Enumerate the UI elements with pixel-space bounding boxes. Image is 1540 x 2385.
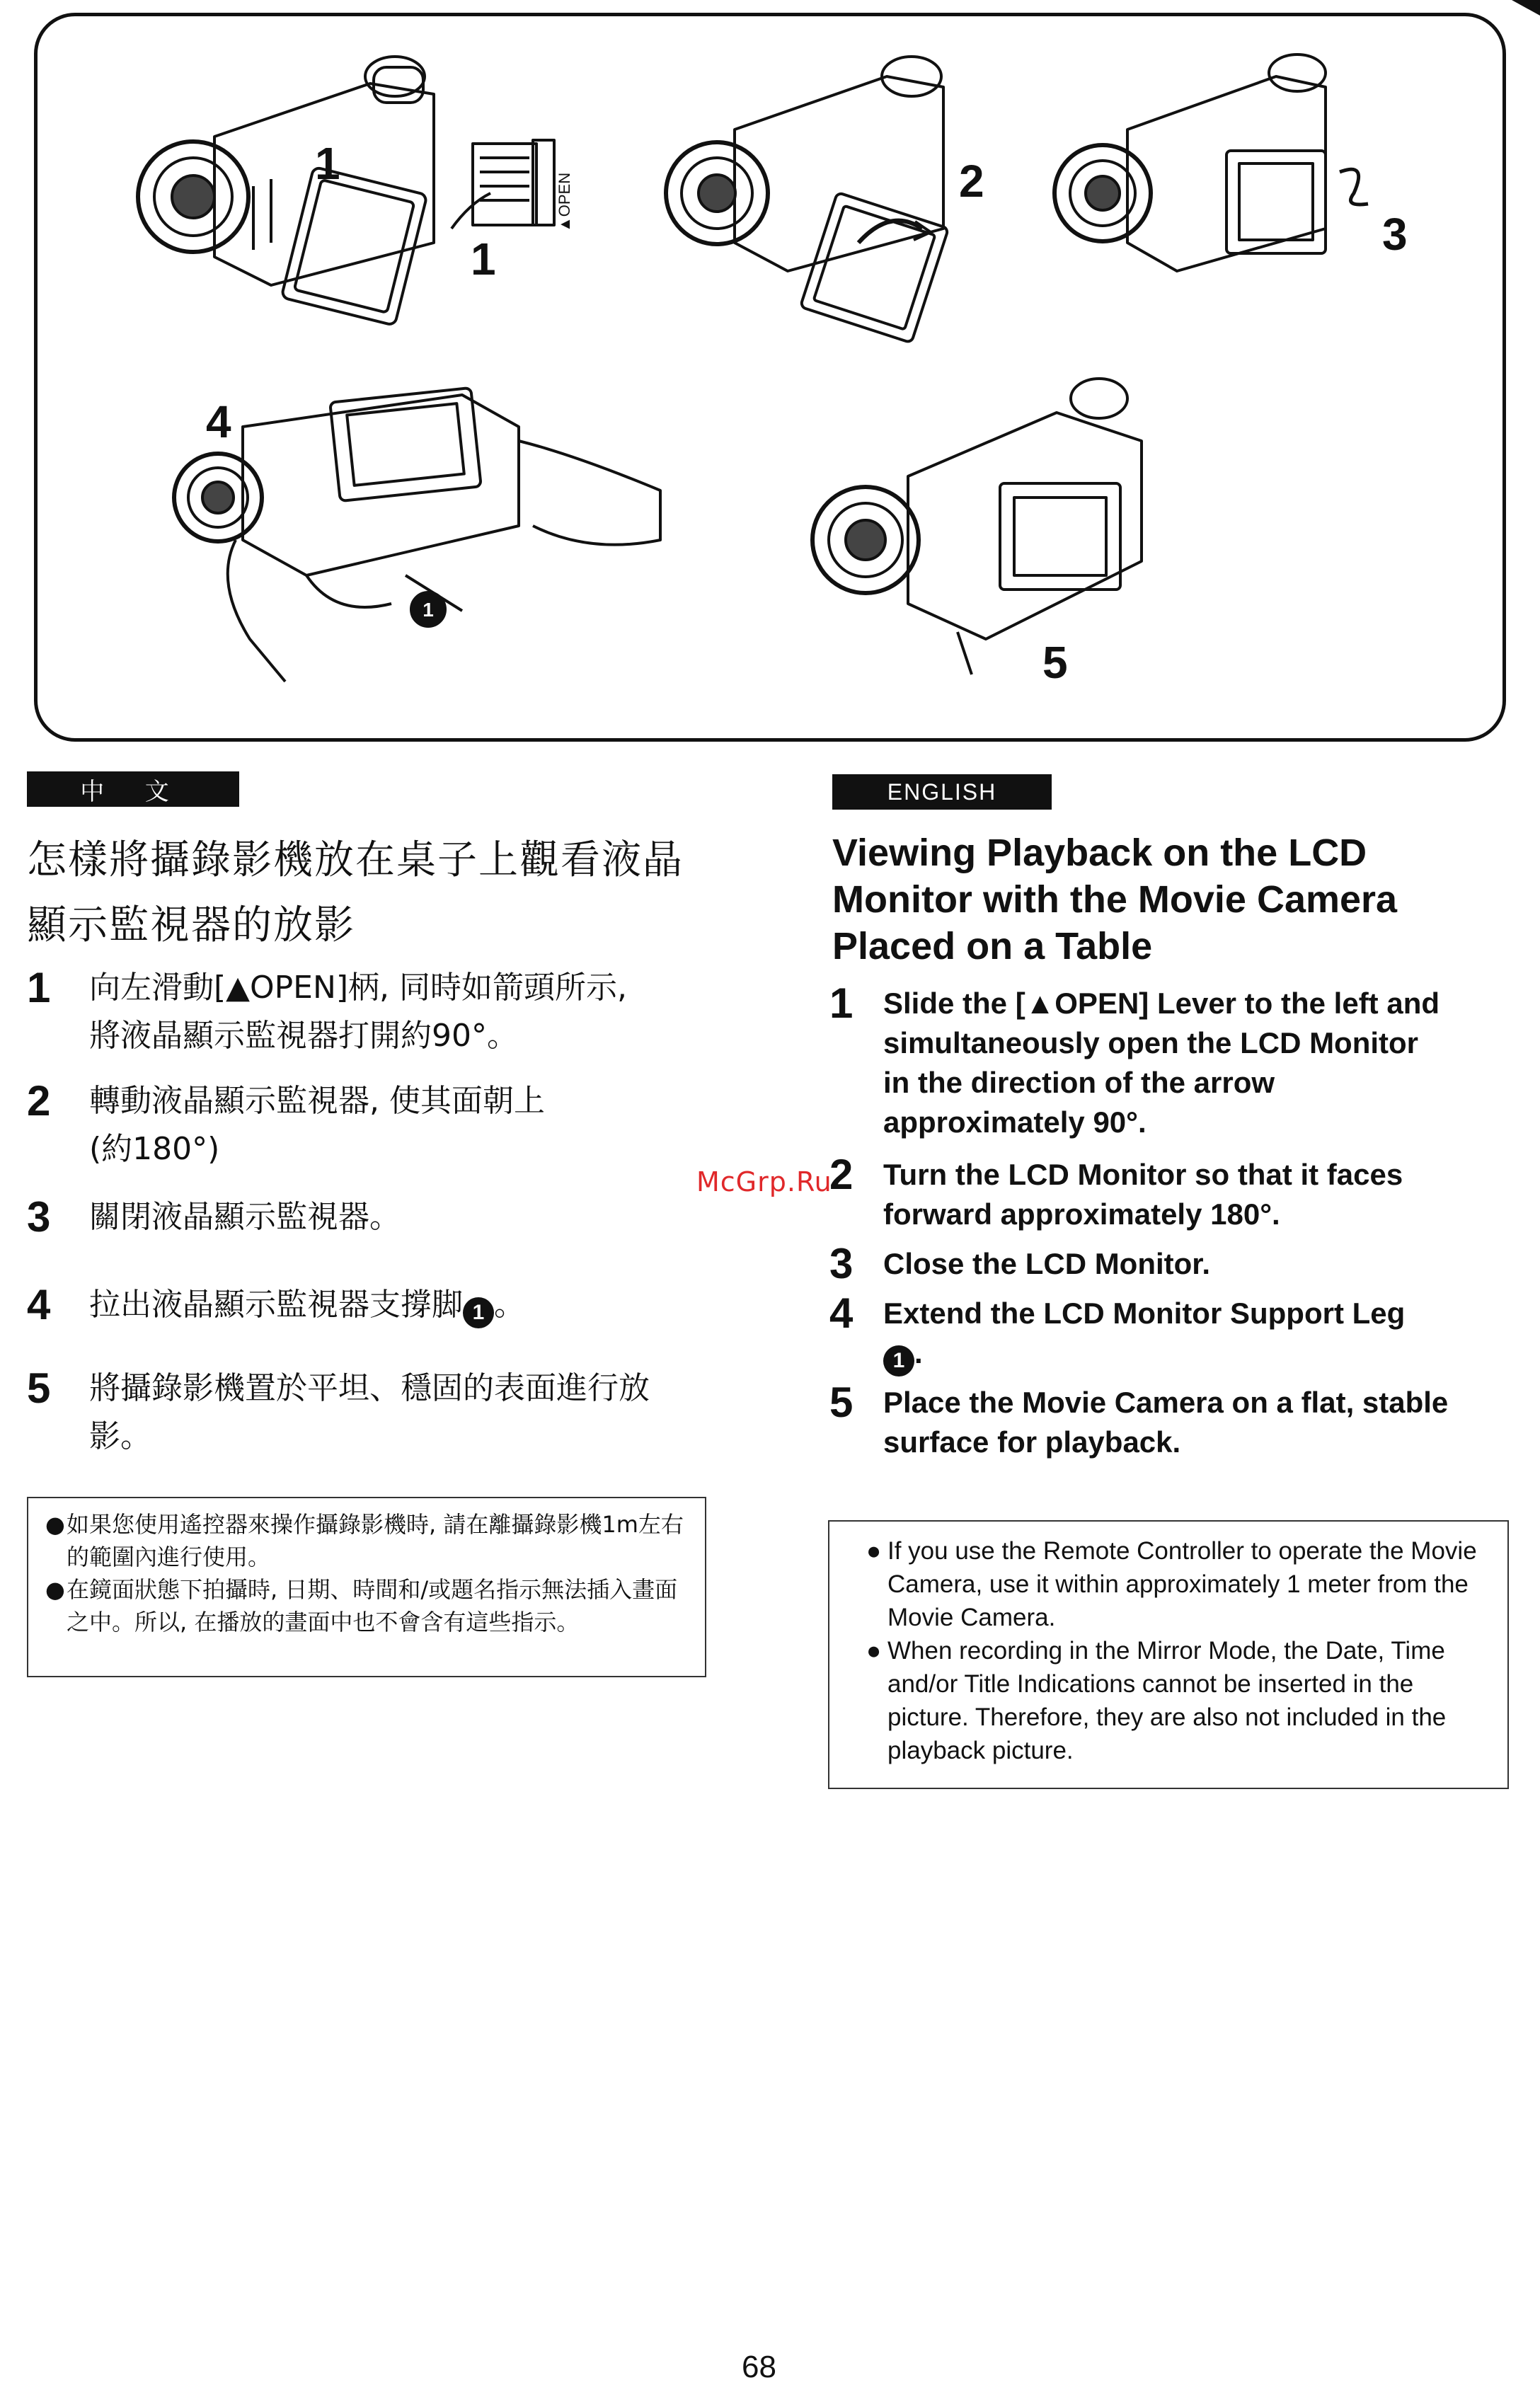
- callout-4: 4: [206, 396, 231, 447]
- zh-step-line: (約180°): [89, 1131, 220, 1167]
- en-step-line: simultaneously open the LCD Monitor: [883, 1026, 1419, 1059]
- zh-note: [45, 1508, 688, 1573]
- zh-title-line2: 顯示監視器的放影: [27, 902, 355, 948]
- en-title: [832, 829, 1512, 970]
- en-step-text: [883, 1294, 1520, 1377]
- en-step-number: 5: [829, 1379, 854, 1426]
- callout-1b: 1: [471, 234, 496, 285]
- en-notes-box: [828, 1520, 1509, 1789]
- bullet-icon: ●: [45, 1576, 65, 1603]
- zh-step-line: 向左滑動[▲OPEN]柄, 同時如箭頭所示,: [89, 970, 628, 1006]
- camera-step-1: [138, 57, 554, 326]
- corner-mark: [1512, 0, 1540, 16]
- zh-title-line1: 怎樣將攝錄影機放在桌子上觀看液晶: [27, 837, 684, 883]
- callout-5: 5: [1042, 637, 1068, 688]
- zh-title: [27, 828, 720, 958]
- watermark: McGrp.Ru: [696, 1166, 832, 1197]
- en-step-5: [829, 1379, 1520, 1462]
- zh-note-text: 如果您使用遙控器來操作攝錄影機時, 請在離攝錄影機1m左右的範圍內進行使用。: [67, 1511, 684, 1570]
- zh-step-4: [27, 1281, 726, 1329]
- zh-step-text: [89, 964, 726, 1060]
- zh-step-number: 2: [27, 1077, 51, 1125]
- zh-step-line: 轉動液晶顯示監視器, 使其面朝上: [89, 1083, 545, 1119]
- bullet-icon: ●: [45, 1511, 65, 1538]
- support-leg-marker: 1: [423, 599, 434, 621]
- chinese-section-badge: 中 文: [27, 771, 239, 807]
- illustration-panel: [34, 13, 1506, 742]
- zh-step-text: [89, 1077, 726, 1173]
- camera-step-2: [666, 57, 948, 343]
- callout-2: 2: [959, 156, 984, 207]
- open-lever-label: ▲OPEN: [556, 172, 573, 232]
- zh-step-line: 關閉液晶顯示監視器。: [89, 1199, 401, 1235]
- zh-step-number: 4: [27, 1281, 51, 1328]
- zh-note: [45, 1573, 688, 1638]
- zh-step-1: [27, 964, 726, 1060]
- en-step-line: Slide the [▲OPEN] Lever to the left and: [883, 987, 1440, 1020]
- en-step-text: [883, 1244, 1520, 1284]
- en-step-4: [829, 1289, 1520, 1377]
- camera-step-4: [174, 388, 660, 682]
- zh-step-number: 1: [27, 964, 51, 1011]
- en-step-text: [883, 1155, 1520, 1234]
- en-title-line3: Placed on a Table: [832, 925, 1153, 967]
- page-number: 68: [742, 2350, 776, 2384]
- zh-step-line: 將攝錄影機置於平坦、穩固的表面進行放: [89, 1370, 650, 1406]
- callout-3: 3: [1382, 209, 1408, 260]
- en-title-line2: Monitor with the Movie Camera: [832, 878, 1398, 921]
- zh-step-text: [89, 1364, 726, 1461]
- en-step-number: 3: [829, 1240, 854, 1287]
- en-step-line: Close the LCD Monitor.: [883, 1247, 1210, 1280]
- callout-1a: 1: [315, 138, 340, 189]
- en-step-line: forward approximately 180°.: [883, 1197, 1280, 1231]
- en-note-text: When recording in the Mirror Mode, the Date, Time and/or Title Indications cannot be inserted in the picture. Therefore, they are also not included in the playback picture.: [887, 1637, 1447, 1764]
- zh-step-2: [27, 1077, 726, 1173]
- en-step-text: [883, 1383, 1520, 1462]
- bullet-icon: ●: [866, 1637, 882, 1665]
- en-step-1: [829, 979, 1520, 1142]
- en-note-text: If you use the Remote Controller to operate the Movie Camera, use it within approximately 1 meter from the Movie Camera.: [887, 1537, 1477, 1631]
- support-leg-marker-icon: 1: [463, 1297, 494, 1328]
- en-note: [866, 1634, 1479, 1767]
- support-leg-marker-icon: 1: [883, 1345, 914, 1377]
- en-step-text: [883, 984, 1520, 1142]
- zh-step-tail: 。: [494, 1287, 525, 1323]
- en-step-number: 4: [829, 1289, 854, 1337]
- bullet-icon: ●: [866, 1537, 882, 1565]
- en-step-line: Place the Movie Camera on a flat, stable: [883, 1386, 1449, 1419]
- camera-step-5: [812, 379, 1142, 674]
- en-step-number: 2: [829, 1151, 854, 1198]
- en-note: [866, 1534, 1479, 1634]
- zh-step-5: [27, 1364, 726, 1461]
- en-step-line: [883, 1333, 1520, 1377]
- en-step-number: 1: [829, 979, 854, 1027]
- en-step-line: approximately 90°.: [883, 1105, 1147, 1139]
- en-step-2: [829, 1151, 1520, 1234]
- zh-step-number: 3: [27, 1193, 51, 1241]
- zh-step-line: 影。: [89, 1418, 151, 1454]
- zh-step-text: [89, 1193, 726, 1241]
- zh-notes-box: [27, 1497, 706, 1677]
- en-step-line: surface for playback.: [883, 1425, 1181, 1459]
- camera-step-3: [1055, 54, 1368, 271]
- zh-step-line: 將液晶顯示監視器打開約90°。: [89, 1018, 518, 1054]
- zh-step-3: [27, 1193, 726, 1241]
- en-step-line: Extend the LCD Monitor Support Leg: [883, 1297, 1406, 1330]
- en-step-line: in the direction of the arrow: [883, 1066, 1275, 1099]
- camera-illustrations: [38, 16, 1506, 742]
- en-step-line: Turn the LCD Monitor so that it faces: [883, 1158, 1403, 1191]
- zh-step-text: [89, 1281, 726, 1329]
- en-step-3: [829, 1240, 1520, 1287]
- zh-note-text: 在鏡面狀態下拍攝時, 日期、時間和/或題名指示無法插入畫面之中。所以, 在播放的畫面中也不會含有這些指示。: [67, 1576, 678, 1636]
- zh-step-number: 5: [27, 1364, 51, 1412]
- english-section-badge: ENGLISH: [832, 774, 1052, 810]
- en-title-line1: Viewing Playback on the LCD: [832, 832, 1367, 874]
- zh-step-line: 拉出液晶顯示監視器支撐脚: [89, 1287, 463, 1323]
- en-step-tail: .: [914, 1336, 923, 1369]
